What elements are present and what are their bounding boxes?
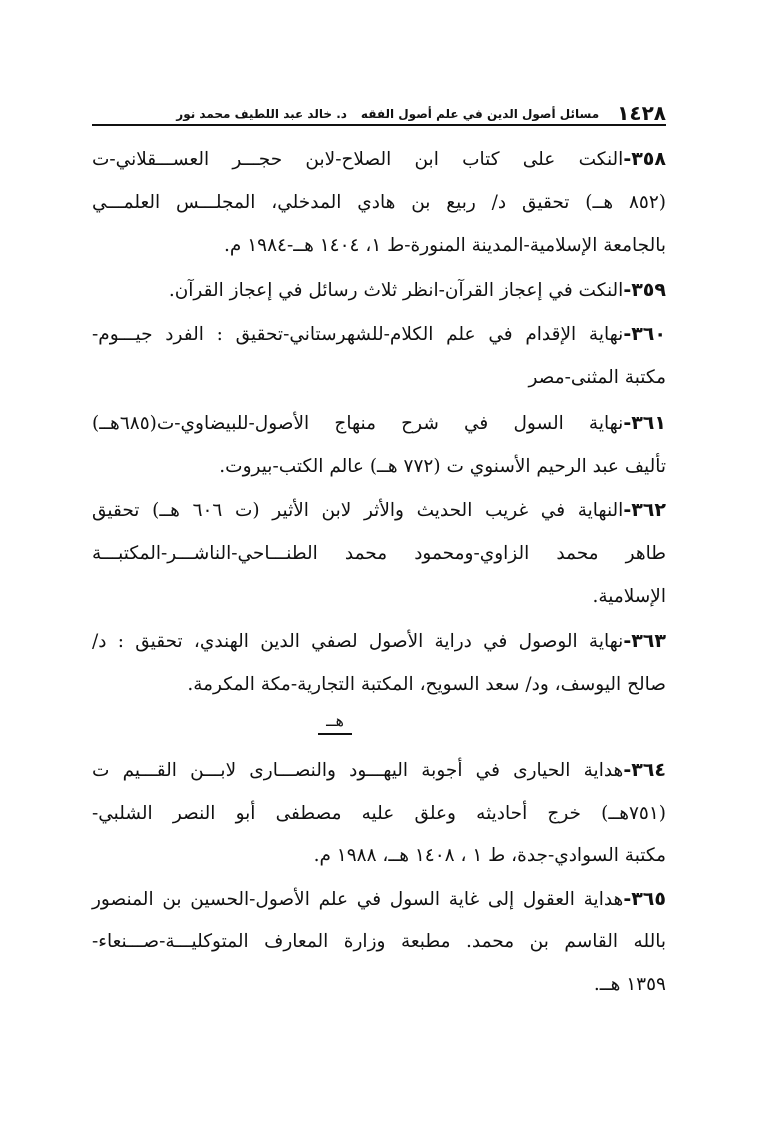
entry-358-line-1 [92,146,666,173]
entry-text: النهاية في غريب الحديث والأثر لابن الأثير (ت ٦٠٦ هــ) تحقيق [92,500,624,521]
entry-358-line-2: (٨٥٢ هــ) تحقيق د/ ربيع بن هادي المدخلي، المجلـــس العلمـــي [92,192,666,213]
entry-365-line-1 [92,886,666,913]
entry-363-line-1 [92,628,666,655]
page-number: ١٤٢٨ [617,101,666,125]
entry-361-line-1 [92,410,666,437]
entry-363-line-2: صالح اليوسف، ود/ سعد السويح، المكتبة التجارية-مكة المكرمة. [187,674,666,695]
entry-364-line-1 [92,757,666,784]
entry-text: النكت في إعجاز القرآن-انظر ثلاث رسائل في إعجاز القرآن. [168,280,624,301]
entry-361-line-2: تأليف عبد الرحيم الأسنوي ت (٧٧٢ هــ) عالم الكتب-بيروت. [219,456,666,477]
entry-text: النكت على كتاب ابن الصلاح-لابن حجـــر العســـقلاني-ت [92,149,624,170]
entry-text: نهاية السول في شرح منهاج الأصول-للبيضاوي-ت(٦٨٥هــ) [92,413,624,434]
entry-365-line-2: بالله القاسم بن محمد. مطبعة وزارة المعارف المتوكليـــة-صـــنعاء- [92,931,666,952]
entry-text: نهاية الإقدام في علم الكلام-للشهرستاني-تحقيق : الفرد جيـــوم- [92,324,624,345]
entry-358-line-3: بالجامعة الإسلامية-المدينة المنورة-ط ١، ١٤٠٤ هــ-١٩٨٤ م. [224,235,666,256]
entry-364-line-2: (٧٥١هــ) خرج أحاديثه وعلق عليه مصطفى أبو النصر الشلبي- [92,803,666,824]
author-name: د. خالد عبد اللطيف محمد نور [176,107,347,121]
entry-362-line-2: طاهر محمد الزاوي-ومحمود محمد الطنـــاحي-الناشـــر-المكتبـــة [92,543,666,564]
section-marker-rule [318,733,352,735]
running-header [92,98,666,126]
entry-number: ٣٦٠- [623,323,666,345]
entry-number: ٣٦٤- [623,759,666,781]
entry-362-line-3: الإسلامية. [592,586,666,607]
entry-text: نهاية الوصول في دراية الأصول لصفي الدين الهندي، تحقيق : د/ [92,631,624,652]
entry-362-line-1 [92,497,666,524]
entry-text: هداية الحيارى في أجوبة اليهـــود والنصـــارى لابـــن القـــيم ت [92,760,624,781]
entry-number: ٣٦٥- [623,888,666,910]
section-marker [310,710,360,735]
section-marker-letter: هــ [326,711,344,730]
entry-number: ٣٥٩- [623,279,666,301]
running-title [176,104,599,124]
book-title: مسائل أصول الدين في علم أصول الفقه [360,107,600,121]
entry-number: ٣٦١- [623,412,666,434]
entry-360-line-2: مكتبة المثنى-مصر [528,367,666,388]
entry-number: ٣٥٨- [623,148,666,170]
entry-number: ٣٦٢- [623,499,666,521]
entry-number: ٣٦٣- [623,630,666,652]
entry-364-line-3: مكتبة السوادي-جدة، ط ١ ، ١٤٠٨ هــ، ١٩٨٨ م. [313,845,666,866]
entry-359-line-1 [169,277,666,304]
entry-360-line-1 [92,321,666,348]
entry-text: هداية العقول إلى غاية السول في علم الأصول-الحسين بن المنصور [92,889,624,910]
entry-365-line-3: ١٣٥٩ هــ. [593,974,666,995]
